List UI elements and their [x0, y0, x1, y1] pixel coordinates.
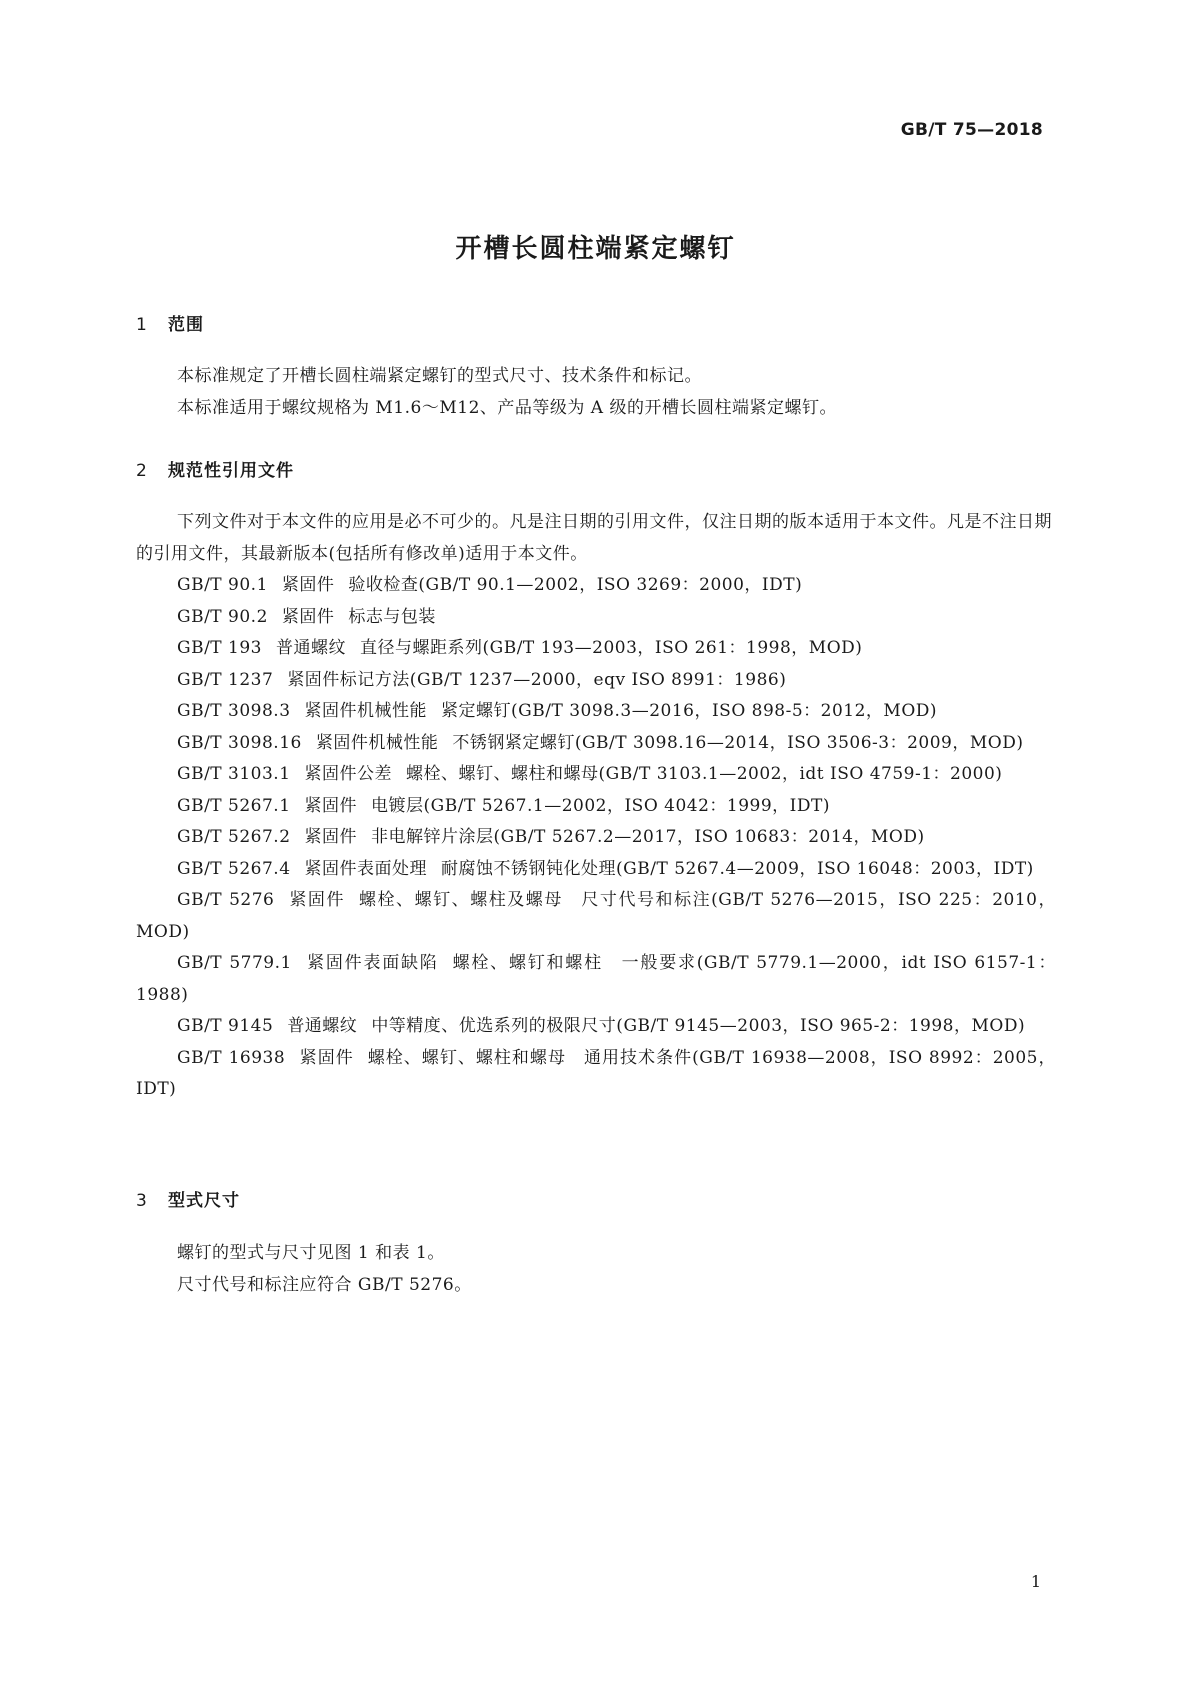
reference-item — [136, 791, 1056, 823]
reference-name: 紧固件 — [299, 1047, 354, 1068]
reference-description: 紧定螺钉(GB/T 3098.3—2016，ISO 898-5：2012，MOD) — [441, 701, 938, 721]
reference-code: GB/T 3103.1 — [177, 764, 291, 784]
reference-name: 紧固件机械性能 — [315, 732, 439, 753]
reference-item — [136, 885, 1056, 948]
reference-code: GB/T 9145 — [177, 1016, 274, 1036]
reference-code: GB/T 90.1 — [177, 575, 268, 595]
reference-name: 紧固件 — [281, 575, 335, 595]
paragraph: 尺寸代号和标注应符合 GB/T 5276。 — [177, 1274, 472, 1295]
reference-name: 普通螺纹 — [287, 1016, 358, 1036]
paragraph: 本标准适用于螺纹规格为 M1.6～M12、产品等级为 A 级的开槽长圆柱端紧定螺钉。 — [177, 397, 837, 418]
reference-description: 直径与螺距系列(GB/T 193—2003，ISO 261：1998，MOD) — [360, 638, 863, 658]
reference-item — [136, 602, 1056, 634]
reference-description: 不锈钢紧定螺钉(GB/T 3098.16—2014，ISO 3506-3：2009，MOD) — [452, 732, 1024, 753]
reference-name: 紧固件表面处理 — [304, 858, 428, 879]
reference-description: 螺栓、螺钉、螺柱和螺母(GB/T 3103.1—2002，idt ISO 4759-1：2000) — [406, 764, 1003, 784]
reference-name: 紧固件 — [304, 795, 358, 816]
reference-code: GB/T 5276 — [177, 890, 275, 910]
reference-code: GB/T 1237 — [177, 669, 274, 690]
section-3-heading — [136, 1186, 240, 1211]
standard-code: GB/T 75—2018 — [900, 120, 1043, 140]
reference-code: GB/T 3098.3 — [177, 701, 291, 721]
section-2-heading — [136, 456, 294, 481]
reference-code: GB/T 16938 — [177, 1047, 286, 1068]
section-1-number: 1 — [136, 315, 148, 335]
section-2-intro: 下列文件对于本文件的应用是必不可少的。凡是注日期的引用文件，仅注日期的版本适用于本文件。凡是不注日期的引用文件，其最新版本(包括所有修改单)适用于本文件。 — [136, 512, 1052, 564]
section-2-body — [136, 507, 1056, 1106]
reference-code: GB/T 5779.1 — [177, 953, 292, 973]
reference-code: GB/T 193 — [177, 638, 262, 658]
reference-item — [136, 822, 1056, 854]
reference-code: GB/T 5267.2 — [177, 827, 291, 847]
reference-description: 螺栓、螺钉和螺柱 一般要求(GB/T 5779.1—2000，idt ISO 6157-1：1988) — [136, 953, 1056, 1005]
paragraph: 本标准规定了开槽长圆柱端紧定螺钉的型式尺寸、技术条件和标记。 — [177, 366, 702, 386]
reference-code: GB/T 90.2 — [177, 606, 268, 627]
section-2-title: 规范性引用文件 — [168, 461, 294, 481]
section-1-body — [136, 361, 1056, 424]
reference-description: 验收检查(GB/T 90.1—2002，ISO 3269：2000，IDT) — [348, 575, 803, 595]
reference-name: 紧固件 — [281, 606, 335, 627]
reference-description: 非电解锌片涂层(GB/T 5267.2—2017，ISO 10683：2014，MOD) — [371, 827, 925, 847]
page-number: 1 — [1030, 1572, 1041, 1591]
reference-name: 紧固件标记方法(GB/T 1237—2000，eqv ISO 8991：1986) — [287, 669, 787, 690]
reference-code: GB/T 3098.16 — [177, 732, 302, 753]
reference-item — [136, 570, 1056, 602]
reference-item — [136, 696, 1056, 728]
document-title: 开槽长圆柱端紧定螺钉 — [455, 234, 736, 264]
reference-code: GB/T 5267.1 — [177, 795, 291, 816]
reference-item — [136, 633, 1056, 665]
reference-description: 螺栓、螺钉、螺柱及螺母 尺寸代号和标注(GB/T 5276—2015，ISO 225：2010，MOD) — [136, 890, 1056, 942]
reference-name: 紧固件公差 — [304, 764, 393, 784]
section-3-body — [136, 1238, 1056, 1301]
reference-name: 普通螺纹 — [276, 638, 346, 658]
reference-item — [136, 1011, 1056, 1043]
reference-item — [136, 728, 1056, 760]
reference-name: 紧固件机械性能 — [304, 701, 428, 721]
reference-name: 紧固件表面缺陷 — [305, 953, 439, 973]
reference-description: 耐腐蚀不锈钢钝化处理(GB/T 5267.4—2009，ISO 16048：2003，IDT) — [441, 858, 1034, 879]
reference-name: 紧固件 — [304, 827, 358, 847]
reference-item — [136, 1043, 1056, 1106]
reference-item — [136, 665, 1056, 697]
reference-code: GB/T 5267.4 — [177, 858, 291, 879]
reference-list — [136, 570, 1056, 1106]
paragraph: 螺钉的型式与尺寸见图 1 和表 1。 — [177, 1243, 445, 1263]
reference-item — [136, 948, 1056, 1011]
reference-description: 中等精度、优选系列的极限尺寸(GB/T 9145—2003，ISO 965-2：1998，MOD) — [371, 1016, 1026, 1036]
section-1-title: 范围 — [168, 315, 204, 335]
reference-description: 电镀层(GB/T 5267.1—2002，ISO 4042：1999，IDT) — [371, 795, 830, 816]
section-1-heading — [136, 310, 204, 335]
reference-description: 螺栓、螺钉、螺柱和螺母 通用技术条件(GB/T 16938—2008，ISO 8992：2005，IDT) — [136, 1047, 1057, 1099]
reference-item — [136, 759, 1056, 791]
section-3-title: 型式尺寸 — [168, 1191, 240, 1211]
reference-item — [136, 854, 1056, 886]
reference-description: 标志与包装 — [348, 606, 436, 627]
reference-name: 紧固件 — [288, 890, 345, 910]
section-2-number: 2 — [136, 461, 148, 481]
section-3-number: 3 — [136, 1191, 148, 1211]
